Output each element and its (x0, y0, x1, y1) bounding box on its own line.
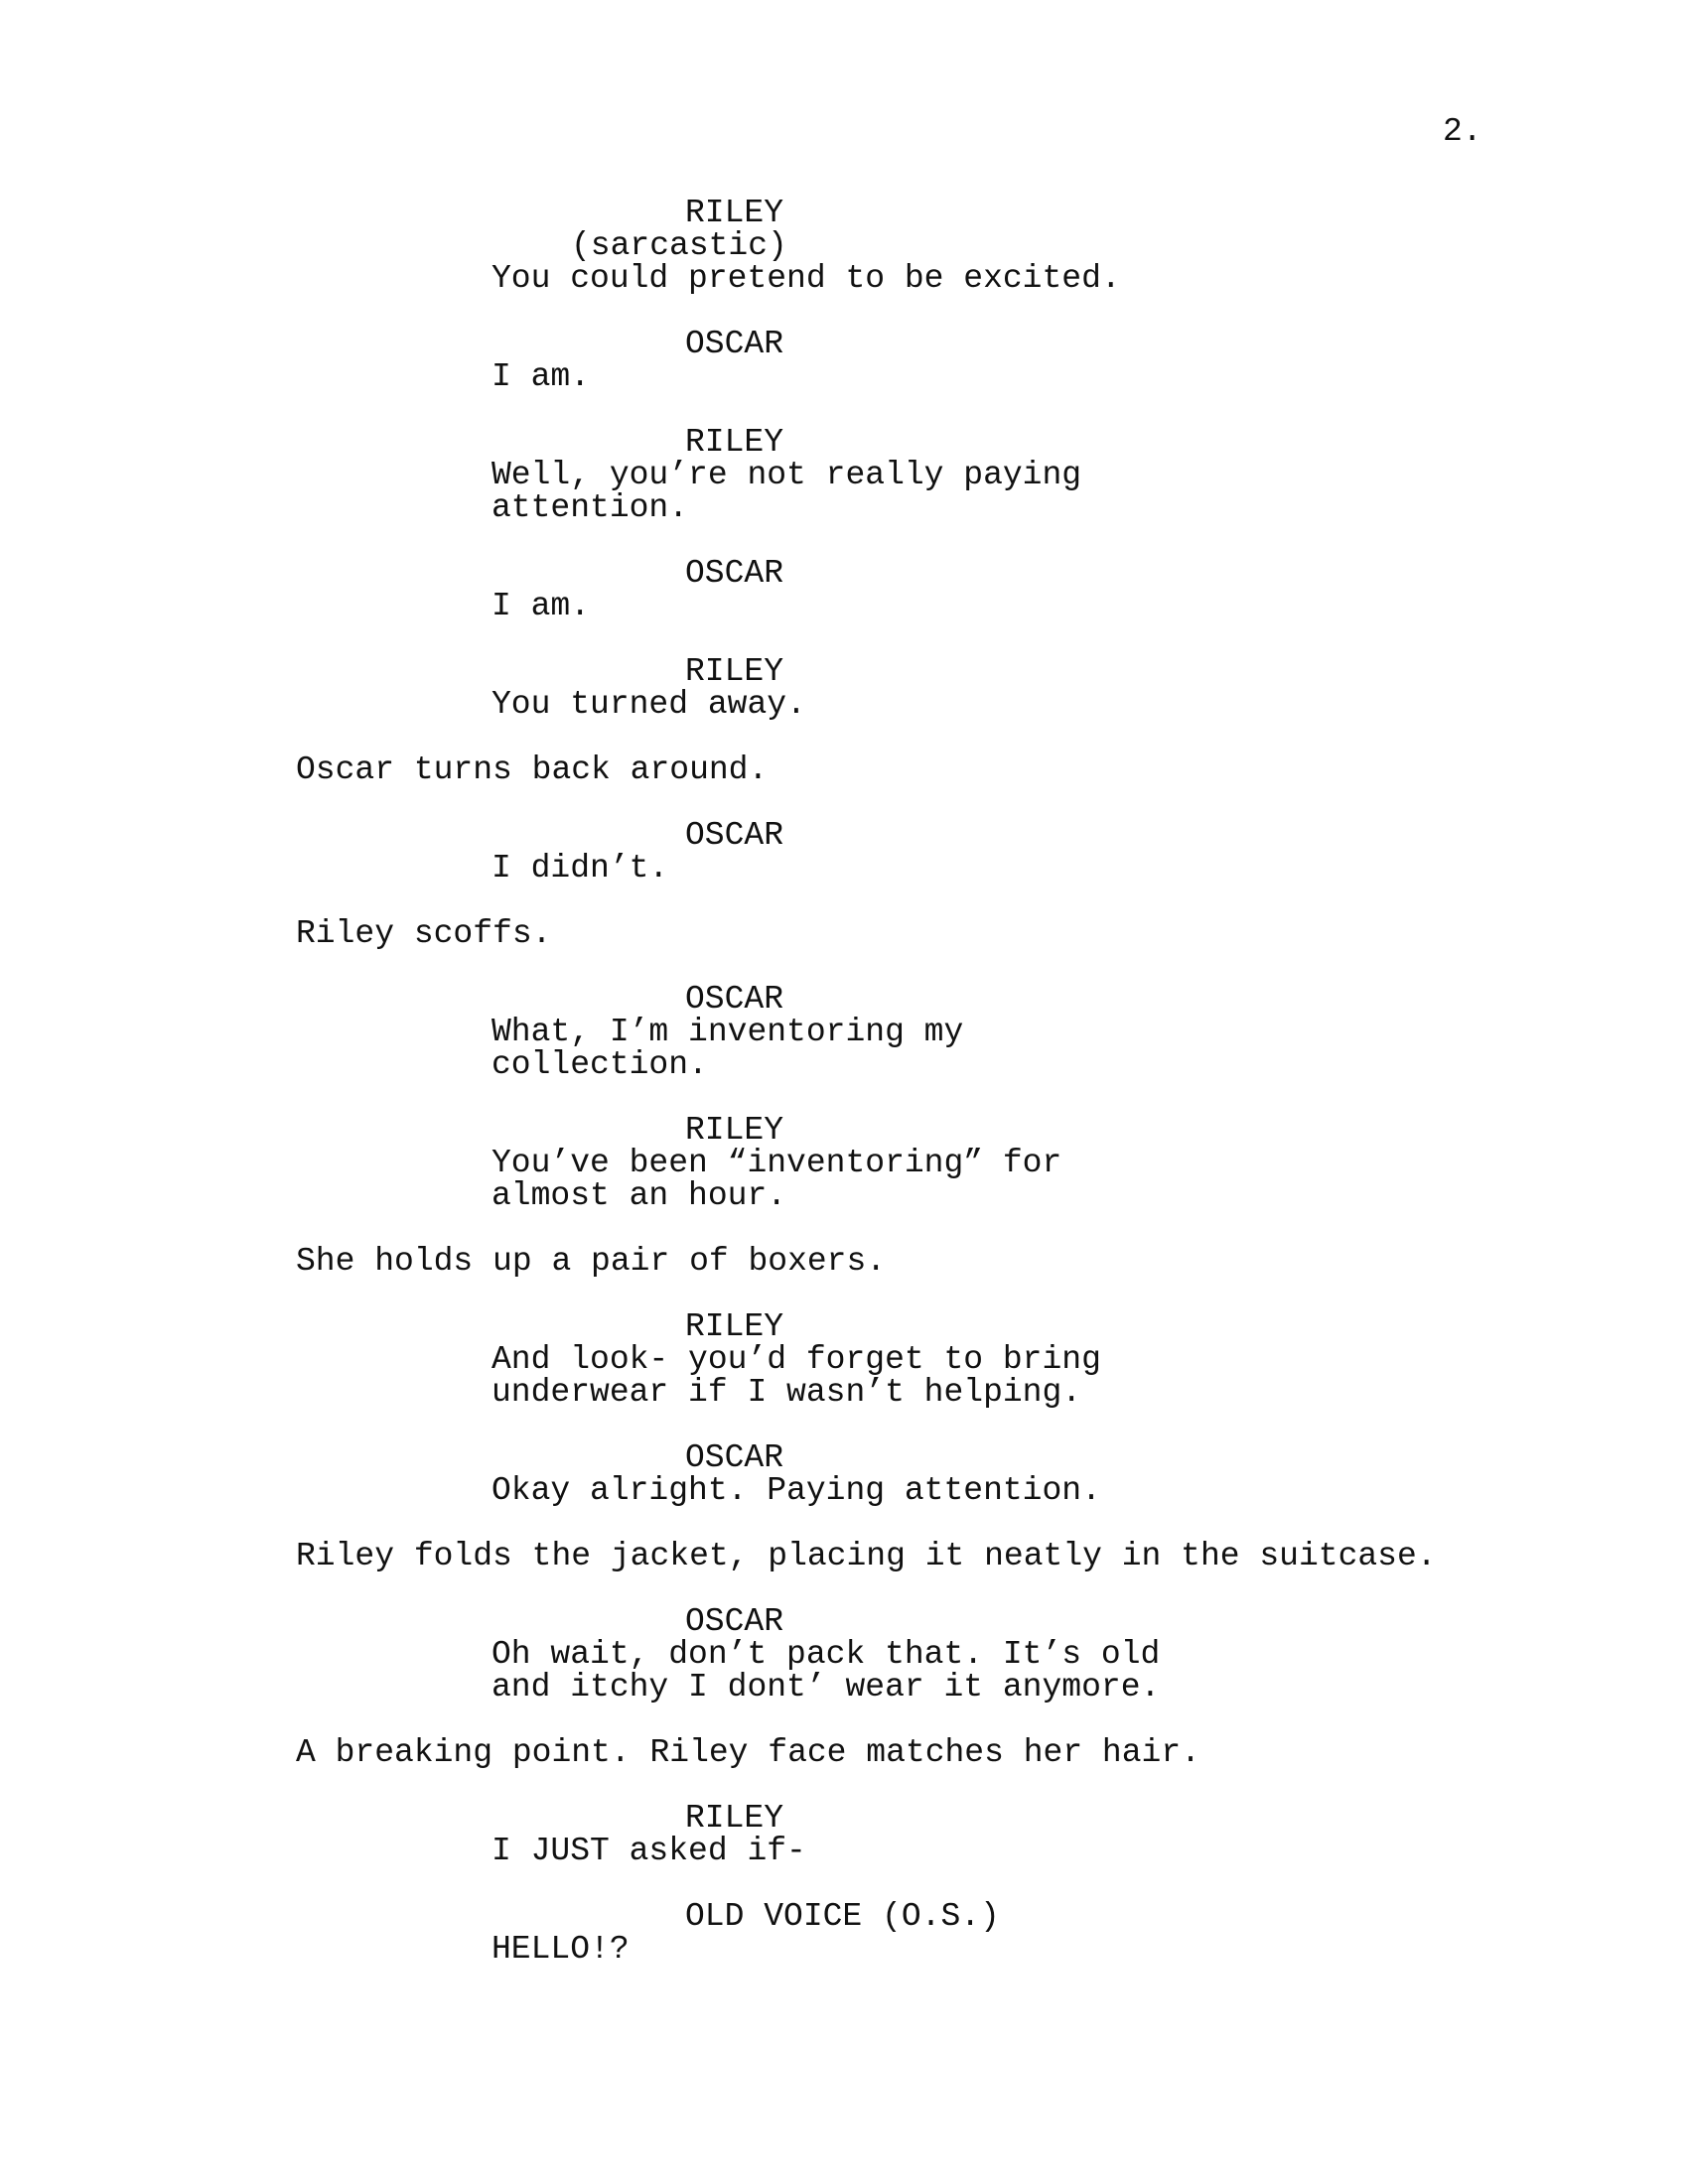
character-line: OSCAR (685, 1439, 784, 1476)
dialogue-line: I am. (492, 358, 591, 395)
character-line: OSCAR (685, 817, 784, 854)
dialogue-line: What, I’m inventoring my (492, 1014, 964, 1050)
character-line: OSCAR (685, 981, 784, 1018)
parenthetical-line: (sarcastic) (571, 227, 787, 264)
action-line: A breaking point. Riley face matches her hair. (296, 1734, 1200, 1771)
action-line: She holds up a pair of boxers. (296, 1243, 887, 1280)
character-line: RILEY (685, 1112, 784, 1149)
character-line: RILEY (685, 1800, 784, 1837)
character-line: RILEY (685, 1308, 784, 1345)
character-line: RILEY (685, 195, 784, 231)
character-line: RILEY (685, 424, 784, 461)
dialogue-line: and itchy I dont’ wear it anymore. (492, 1669, 1161, 1706)
dialogue-line: You’ve been “inventoring” for (492, 1145, 1062, 1181)
character-line: OSCAR (685, 1603, 784, 1640)
dialogue-line: almost an hour. (492, 1177, 787, 1214)
dialogue-line: I didn’t. (492, 850, 669, 887)
dialogue-line: I JUST asked if- (492, 1833, 806, 1869)
dialogue-line: HELLO!? (492, 1931, 630, 1968)
dialogue-line: collection. (492, 1046, 708, 1083)
dialogue-line: Well, you’re not really paying (492, 457, 1082, 493)
character-line: OSCAR (685, 326, 784, 362)
dialogue-line: Oh wait, don’t pack that. It’s old (492, 1636, 1161, 1673)
dialogue-line: You turned away. (492, 686, 806, 723)
action-line: Riley folds the jacket, placing it neatly in the suitcase. (296, 1538, 1437, 1574)
action-line: Riley scoffs. (296, 915, 552, 952)
character-line: OSCAR (685, 555, 784, 592)
dialogue-line: And look- you’d forget to bring (492, 1341, 1101, 1378)
dialogue-line: I am. (492, 588, 591, 624)
dialogue-line: Okay alright. Paying attention. (492, 1472, 1101, 1509)
dialogue-line: attention. (492, 489, 689, 526)
character-line: OLD VOICE (O.S.) (685, 1898, 1000, 1935)
dialogue-line: You could pretend to be excited. (492, 260, 1121, 297)
dialogue-line: underwear if I wasn’t helping. (492, 1374, 1082, 1411)
character-line: RILEY (685, 653, 784, 690)
action-line: Oscar turns back around. (296, 751, 769, 788)
page-number: 2. (1443, 113, 1482, 150)
